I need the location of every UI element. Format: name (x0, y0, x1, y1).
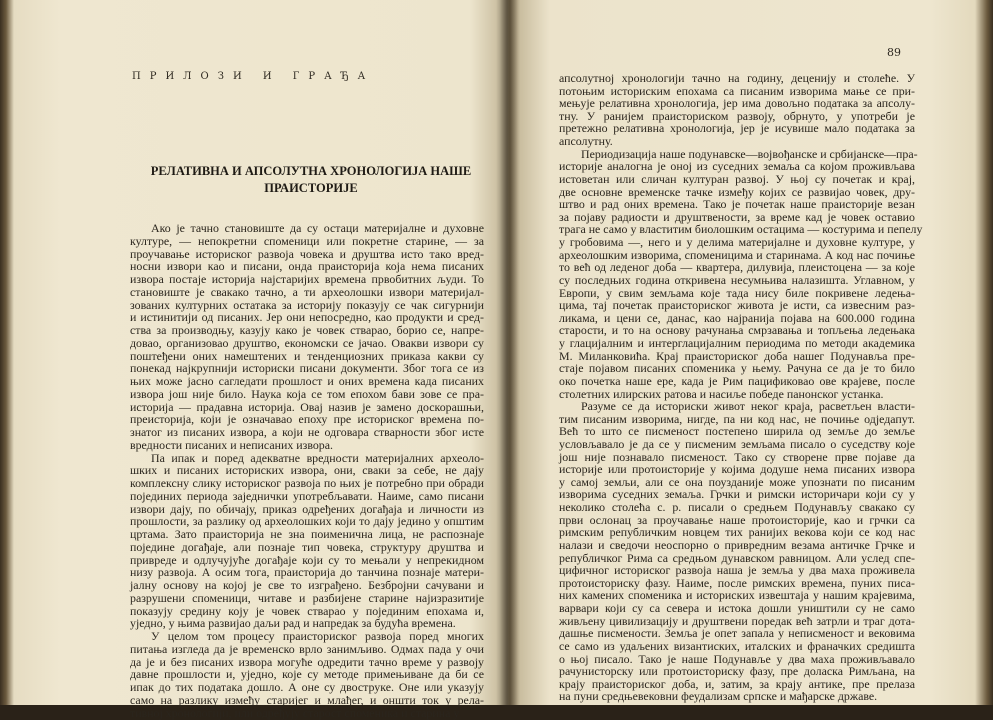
text-line: трага не само у властитим биолошким остацима — костурима и пепелу (559, 222, 923, 237)
text-line: појединих периода заједнички употребљавати. Наиме, само писани (130, 488, 484, 503)
chapter-title-line-1: РЕЛАТИВНА И АПСОЛУТНА ХРОНОЛОГИЈА НАШЕ (150, 164, 472, 178)
text-line: потоњим историским епохама са писаним изворима мање се при- (559, 83, 915, 98)
text-line: тивној хронологији, или одређују старост споменика и старина у (130, 705, 460, 720)
text-line: рачунисторску или протоисториску фазу, пре доласка Римљана, на (559, 664, 915, 679)
text-line: Разуме се да историски живот неког краја, расветљен власти- (581, 399, 915, 414)
text-line: знатог из писаних извора, а који не одговара стварности због исте (130, 425, 484, 439)
text-line: на пуни средњевековни феудализам српске и мађарске државе. (559, 689, 878, 704)
right-page (508, 0, 993, 705)
text-line: давне прошлости и, уједно, које су методе примењиване да би се (130, 667, 484, 682)
text-line: за појаву радиости и друштвености, за време кад је човек оставио (559, 209, 915, 224)
running-head: ПРИЛОЗИ И ГРАЂА (132, 71, 375, 82)
text-line: Па ипак и поред адекватне вредности материјалних археоло- (151, 450, 484, 465)
text-line: цима, тај почетак праисториског живота је исти, са извесним раз- (559, 298, 915, 313)
text-line: М. Миланковића. Крај праисториског доба нашег Подунавља пре- (559, 348, 915, 363)
text-line: становиште је свакако тачно, а ти археолошки извори материјал- (130, 284, 484, 299)
chapter-title-line-2: ПРАИСТОРИЈЕ (264, 181, 358, 195)
text-line: још није познавало писменост. Тако су створене прве појаве да (559, 449, 915, 464)
text-line: Европи, у свим земљама које тада нису биле покривене ледења- (559, 285, 915, 300)
text-line: у гробовима —, него и у делима материјалне и духовне културе, у (559, 235, 915, 250)
text-line: У целом том процесу праисториског развоја поред многих (151, 629, 484, 643)
text-line: цифичног историског развоја наша је земља у два маха проживела (559, 563, 915, 578)
text-line: стаје појавом писаних споменика у њему. Рачуна се да је то било (559, 361, 915, 376)
text-line: проучавање историског развоја човека и друштва исто тако вред- (130, 246, 484, 261)
text-line: први ослонац за проучавање наше протоисторије, као и грчки са (559, 512, 915, 527)
text-line: ипак до тих података дошло. А оне су двоструке. Оне или указују (130, 680, 484, 694)
text-line: разрушени споменици, читаве и разбијене старине најизразитије (130, 590, 484, 605)
text-line: уједно, у њима развијао даљи рад и напредак за будућа времена. (130, 616, 456, 631)
text-line: само на разлику између старијег и млађег, и оншти ток у рела- (130, 692, 484, 707)
text-line: апсолутну. (559, 134, 613, 149)
text-line: старости, и то на основу рачунања смрзавања и топљења ледењака (559, 323, 915, 338)
text-line: њих може јасно сагледати прошлост и оних времена када писаних (130, 374, 484, 388)
text-line: историје или протоисторије у којима додуше нема писаних извора (559, 462, 915, 477)
text-line: комплексну слику историског развоја по њих је потребно при обради (130, 476, 484, 490)
text-line: налази и сведочи неоспорно о привредним везама античке Грчке и (559, 537, 915, 552)
text-line: то већ од леденог доба — квартера, дилувија, плеистоцена — за које (559, 260, 915, 275)
text-line: Периодизација наше подунавске—војвођанске и србијанске—пра- (581, 146, 918, 161)
text-line: них камених споменика и историских извештаја у нашим крајевима, (559, 588, 915, 603)
text-line: о њој писало. Тако је наше Подунавље у два маха проживљавало (559, 651, 915, 666)
text-line: Ако је тачно становиште да су остаци материјалне и духовне (151, 221, 484, 235)
text-line: вредности писаних и неписаних извора. (130, 437, 334, 452)
text-line: поједине догађаје, али познаје тип човека, структуру друштва и (130, 539, 484, 554)
text-line: зованих културних остатака за историју показују се чак сигурнији (130, 297, 484, 312)
page-number: 89 (887, 46, 901, 59)
text-line: ликама, и цени се, данас, као најранија појава на 600.000 година (559, 310, 915, 325)
text-line: условљавало је да се у писменим земљама писало о суседству које (559, 436, 915, 451)
text-line: да је и без писаних извора могуће одредити тачно време у развоју (130, 654, 484, 669)
text-line: цртама. Зато праисторија не зна поименична лица, не распознаје (130, 527, 484, 541)
text-line: извора још није било. Наука која се том епохом бави зове се пра- (130, 386, 484, 401)
text-line: културе, — непокретни споменици или покретне старине, — за (130, 233, 484, 248)
text-line: протоисториску фазу. Наиме, после римских времена, пуних писа- (559, 575, 915, 590)
text-line: извори дају, по обичају, приказ одређених догађаја и личности из (130, 501, 484, 516)
text-line: крају праисториског доба, и, затим, за крају антике, пре прелаза (559, 676, 915, 691)
text-line: Већ то што се писменост постепено ширила од земље до земље (559, 424, 915, 439)
text-line: шких и писаних историских извора, они, сваки за себе, не дају (130, 463, 484, 478)
text-line: мењује релативна хронологија, јер има довољно података за апсолу- (559, 96, 915, 111)
text-line: привреде и одлучујуће догађаје који су то мењали у непрекидном (130, 552, 484, 567)
text-line: изворима суседних земаља. Грчки и римски историчари који су у (559, 487, 915, 502)
text-line: варвари који су са севера и истока дошли уништили су не само (559, 601, 915, 616)
text-line: археолошким изворима, споменицима и старинама. А код нас почиње (559, 247, 915, 262)
text-line: показују средину коју је човек стварао у појединим епохама и, (130, 603, 484, 618)
text-line: око почетка наше ере, када је Рим пацификовао ове крајеве, после (559, 373, 915, 388)
text-line: питања изгледа да је временско врло занимљиво. Одмах пада у очи (130, 641, 484, 656)
text-line: историје аналогна је оној из суседних земаља са којом проживљава (559, 159, 915, 174)
text-line: живљену цивилизацију и друштвени поредак већ затрли и траг дота- (559, 613, 915, 628)
text-line: тим писаним изворима, нигде, па ни код нас, не почиње одједапут. (559, 411, 915, 426)
text-line: апсолутној хронологији тачно на годину, деценију и столеће. У (559, 71, 915, 85)
text-line: републичког Рима са средњом дунавском равницом. Али услед спе- (559, 550, 915, 565)
text-line: низу развоја. А осим тога, праисторија до танчина познаје матери- (130, 565, 484, 580)
text-line: у глацијалним и интерглацијалним периодима по методи академика (559, 336, 915, 351)
text-line: довао, организовао друштво, економски се јачао. Овакви извори су (130, 335, 484, 350)
text-line: ства за производњу, казују како је човек стварао, борио се, напре- (130, 323, 484, 337)
text-line: претежно релативна хронологија, јер је исувише мало података за (559, 121, 915, 136)
text-line: су последњих година откривена несумњива налазишта. Углавном, у (559, 272, 915, 287)
text-line: прошлости, за разлику од археолошких који то дају једино у општим (130, 514, 484, 529)
text-line: две основне временске тачке између којих се развијао човек, дру- (559, 184, 915, 199)
text-line: носни извори као и писани, онда праисторија која нема писаних (130, 259, 484, 274)
text-line: штво и рад оних времена. Тако је почетак наше праисторије везан (559, 197, 915, 212)
text-line: историја — прадавна историја. Овај назив је замено доскорашњи, (130, 399, 484, 414)
text-line: понекад најкрупнији историски писани документи. Због тога се из (130, 361, 484, 376)
text-line: извора постаје историја најстаријих времена првобитних људи. То (130, 272, 484, 286)
text-line: преисторија, који је означавао епоху пре историског времена по- (130, 412, 484, 427)
text-line: римским републичким новцем тих ранијих векова који се код нас (559, 525, 915, 540)
text-line: истоветан или сличан културан развој. У њој су почетак и крај, (559, 171, 915, 186)
text-line: се само из удаљених византиских, италских и франачких средишта (559, 638, 915, 653)
text-line: неколико столећа с. р. писали о средњем Подунављу свакако су (559, 500, 915, 515)
text-line: и истинитији од писаних. Јер они непосредно, као продукти и сред- (130, 310, 484, 325)
text-line: тну. У ранијем праисториском развоју, обрнуто, у употреби је (559, 108, 915, 123)
text-line: столетних илирских ратова и насиље победе панонског устанка. (559, 386, 884, 401)
text-line: поштеђени оних намештених и тенденциозних приказа какви су (130, 348, 484, 363)
text-line: у самој земљи, али се она поузданије може упознати по писаним (559, 474, 915, 489)
text-line: дашње писмености. Земља је опет запала у неписменост и вековима (559, 626, 915, 641)
text-line: јалну основу на којој је све то изграђено. Безбројни сачувани и (130, 578, 484, 592)
